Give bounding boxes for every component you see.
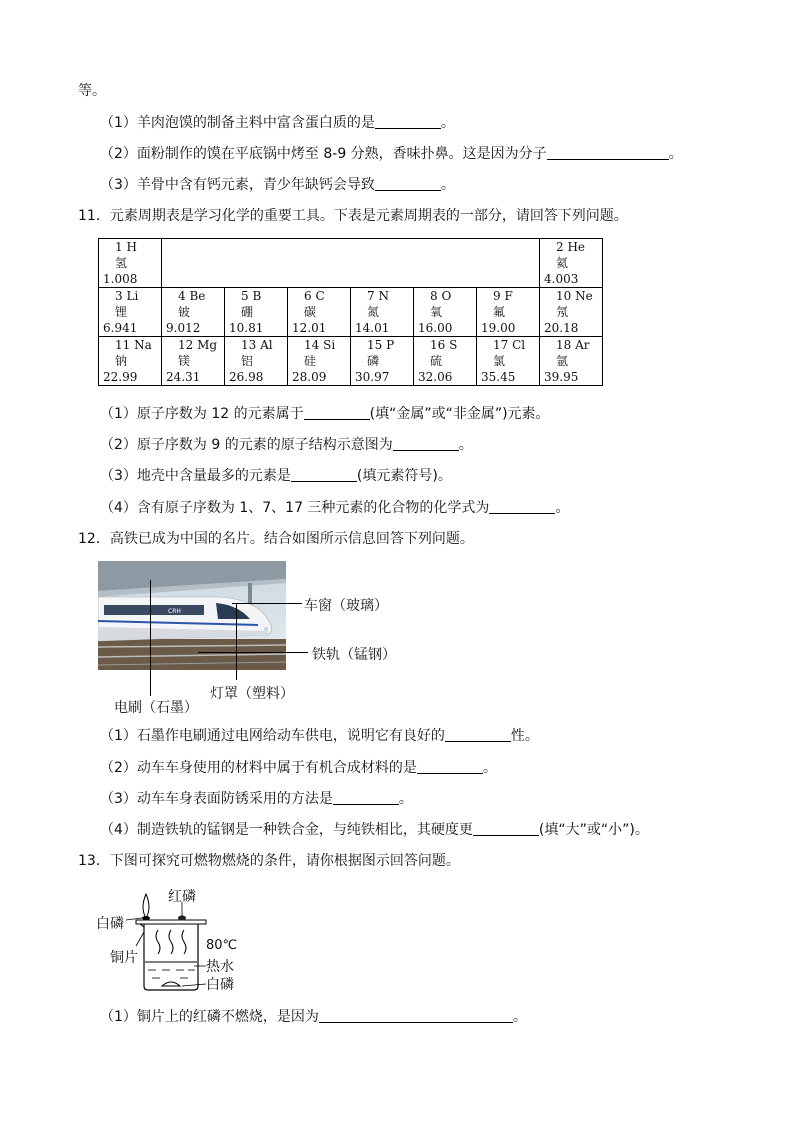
- answer-blank[interactable]: [489, 499, 555, 514]
- answer-blank[interactable]: [445, 727, 511, 742]
- question-text: （3）羊骨中含有钙元素，青少年缺钙会导致: [100, 177, 375, 193]
- text-line: 等。: [78, 83, 106, 99]
- element-cell-na: 11 Na 钠 22.99: [99, 337, 162, 386]
- leader-line: [198, 652, 308, 653]
- question-text: （4）含有原子序数为 1、7、17 三种元素的化合物的化学式为: [100, 500, 490, 516]
- element-cell-h: 1 H 氢 1.008: [99, 239, 162, 288]
- question-13-title: 13．下图可探究可燃物燃烧的条件，请你根据图示回答问题。: [78, 853, 460, 869]
- leader-line: [236, 604, 237, 680]
- period: 。: [458, 437, 473, 453]
- question-text: (填元素符号)。: [356, 468, 452, 484]
- label-red-phosphorus: 红磷: [168, 889, 196, 905]
- crh-logo: CRH: [168, 608, 181, 615]
- element-cell-li: 3 Li 锂 6.941: [99, 288, 162, 337]
- label-copper: 铜片: [110, 950, 138, 966]
- answer-blank[interactable]: [375, 176, 441, 191]
- answer-blank[interactable]: [393, 436, 459, 451]
- question-text: （4）制造铁轨的锰钢是一种铁合金，与纯铁相比，其硬度更: [100, 822, 473, 838]
- element-cell-n: 7 N 氮 14.01: [351, 288, 414, 337]
- question-11-title: 11．元素周期表是学习化学的重要工具。下表是元素周期表的一部分，请回答下列问题。: [78, 208, 628, 224]
- period: 。: [512, 1009, 527, 1025]
- question-12-4: [100, 821, 649, 839]
- question-12-title: 12．高铁已成为中国的名片。结合如图所示信息回答下列问题。: [78, 531, 474, 547]
- label-window: 车窗（玻璃）: [304, 598, 388, 614]
- element-cell-o: 8 O 氧 16.00: [414, 288, 477, 337]
- period: 。: [440, 177, 455, 193]
- element-cell-b: 5 B 硼 10.81: [225, 288, 288, 337]
- label-hot-water: 热水: [206, 959, 234, 975]
- label-white-phosphorus-bottom: 白磷: [206, 977, 234, 993]
- element-cell-mg: 12 Mg 镁 24.31: [162, 337, 225, 386]
- element-cell-be: 4 Be 铍 9.012: [162, 288, 225, 337]
- element-cell-s: 16 S 硫 32.06: [414, 337, 477, 386]
- label-rail: 铁轨（锰钢）: [312, 647, 396, 663]
- question-text: （1）原子序数为 12 的元素属于: [100, 406, 304, 422]
- question-text: （1）石墨作电刷通过电网给动车供电，说明它有良好的: [100, 728, 445, 744]
- question-text: (填“大”或“小”)。: [538, 822, 649, 838]
- answer-blank[interactable]: [547, 145, 669, 160]
- table-gap: [162, 239, 540, 288]
- periodic-table: [98, 238, 603, 386]
- answer-blank[interactable]: [304, 405, 370, 420]
- question-text: （3）地壳中含量最多的元素是: [100, 468, 291, 484]
- leader-line: [232, 603, 302, 604]
- element-cell-ne: 10 Ne 氖 20.18: [540, 288, 603, 337]
- element-cell-al: 13 Al 铝 26.98: [225, 337, 288, 386]
- question-12-2: [100, 759, 497, 777]
- period: 。: [668, 146, 683, 162]
- question-text: （2）动车车身使用的材料中属于有机合成材料的是: [100, 760, 417, 776]
- period: 。: [482, 760, 497, 776]
- question-11-3: [100, 467, 452, 485]
- question-13-1: [100, 1008, 527, 1026]
- question-11-2: [100, 436, 473, 454]
- answer-blank[interactable]: [417, 759, 483, 774]
- answer-blank[interactable]: [333, 790, 399, 805]
- leader-line: [150, 580, 151, 696]
- question-text: （3）动车车身表面防锈采用的方法是: [100, 791, 333, 807]
- label-lamp: 灯罩（塑料）: [210, 686, 294, 702]
- question-text: (填“金属”或“非金属”)元素。: [369, 406, 550, 422]
- element-cell-c: 6 C 碳 12.01: [288, 288, 351, 337]
- question-10-2: [100, 145, 683, 163]
- question-text: （2）原子序数为 9 的元素的原子结构示意图为: [100, 437, 393, 453]
- label-temperature: 80℃: [206, 938, 238, 953]
- question-10-3: [100, 176, 455, 194]
- answer-blank[interactable]: [375, 114, 441, 129]
- answer-blank[interactable]: [473, 821, 539, 836]
- period: 。: [440, 115, 455, 131]
- question-text: （1）羊肉泡馍的制备主料中富含蛋白质的是: [100, 115, 375, 131]
- answer-blank[interactable]: [319, 1008, 513, 1023]
- element-cell-cl: 17 Cl 氯 35.45: [477, 337, 540, 386]
- question-12-3: [100, 790, 413, 808]
- answer-blank[interactable]: [291, 467, 357, 482]
- question-text: （1）铜片上的红磷不燃烧，是因为: [100, 1009, 319, 1025]
- train-photo: [98, 561, 286, 670]
- question-11-4: [100, 499, 569, 517]
- period: 。: [398, 791, 413, 807]
- element-cell-he: 2 He 氦 4.003: [540, 239, 603, 288]
- question-text: 性。: [510, 728, 539, 744]
- question-12-1: [100, 727, 539, 745]
- element-cell-ar: 18 Ar 氩 39.95: [540, 337, 603, 386]
- question-10-1: [100, 114, 455, 132]
- element-cell-si: 14 Si 硅 28.09: [288, 337, 351, 386]
- period: 。: [555, 500, 570, 516]
- element-cell-f: 9 F 氟 19.00: [477, 288, 540, 337]
- label-brush: 电刷（石墨）: [114, 700, 198, 716]
- question-11-1: [100, 405, 550, 423]
- element-cell-p: 15 P 磷 30.97: [351, 337, 414, 386]
- label-white-phosphorus-top: 白磷: [96, 916, 124, 932]
- question-text: （2）面粉制作的馍在平底锅中烤至 8-9 分熟，香味扑鼻。这是因为分子: [100, 146, 547, 162]
